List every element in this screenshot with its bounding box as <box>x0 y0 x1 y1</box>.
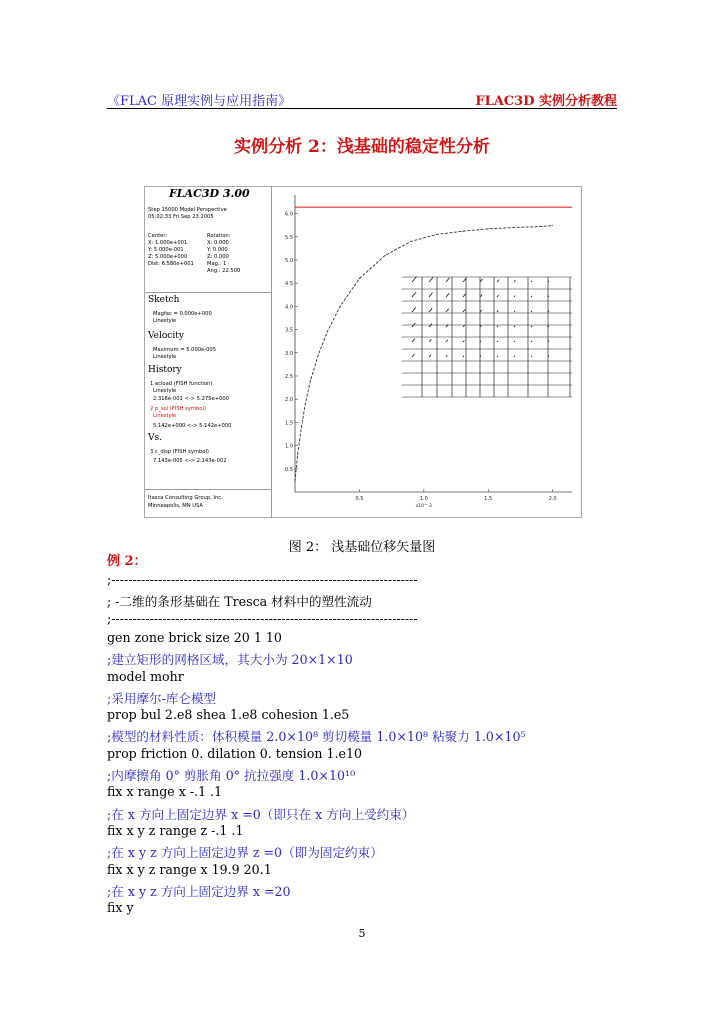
code-comment-line: ;采用摩尔-库仑模型 <box>107 690 217 706</box>
legend-rot-y: Y: 0.000 <box>207 247 228 253</box>
legend-sketch-style: Linestyle <box>153 318 177 324</box>
code-line: gen zone brick size 20 1 10 <box>107 629 282 645</box>
series-ecload-point <box>410 241 411 242</box>
x-multiplier-label: x10^-2 <box>415 504 433 509</box>
legend-vs-range: 7.143e-005 <-> 2.143e-002 <box>153 458 227 464</box>
velocity-arrow <box>531 341 532 342</box>
y-tick-label: 2.0 <box>285 397 293 404</box>
velocity-vector-layer <box>412 277 549 357</box>
legend-history1-range: 2.316e-001 <-> 5.275e+000 <box>153 396 229 402</box>
x-tick-label: 0.5 <box>355 496 364 502</box>
header-book-title: 《FLAC 原理实例与应用指南》 <box>107 94 292 109</box>
velocity-arrow <box>514 280 516 282</box>
code-line: ;------------------------------------------------------------------------ <box>107 610 418 626</box>
code-line: prop bul 2.e8 shea 1.e8 cohesion 1.e5 <box>107 707 350 723</box>
legend-history2-style: Linestyle <box>153 413 177 419</box>
header-chapter-title: FLAC3D 实例分析教程 <box>475 94 617 109</box>
legend-sketch-mag: Magfac = 0.000e+000 <box>153 311 212 317</box>
history-plot <box>272 187 581 517</box>
velocity-arrow <box>514 356 515 357</box>
legend-history1-style: Linestyle <box>153 388 177 394</box>
series-ecload-point <box>310 380 311 381</box>
legend-vs-heading: Vs. <box>148 433 162 443</box>
velocity-arrow <box>531 311 532 312</box>
y-tick-label: 3.5 <box>285 327 293 334</box>
legend-mag: Mag.: 1 <box>207 261 227 267</box>
plot-legend-panel <box>145 187 272 517</box>
velocity-arrow <box>412 354 415 357</box>
y-tick-label: 5.0 <box>285 257 293 264</box>
velocity-arrow <box>497 341 498 342</box>
code-line: fix x y z range z -.1 .1 <box>107 822 244 838</box>
legend-history1-name: 1 ecload (FISH function) <box>150 381 213 387</box>
legend-history2-name: 2 p_sol (FISH symbol) <box>150 406 206 412</box>
velocity-arrow <box>463 294 466 297</box>
velocity-arrow <box>446 324 448 327</box>
velocity-arrow <box>446 340 448 342</box>
legend-dist: Dist: 6.580e+001 <box>148 261 194 267</box>
velocity-arrow <box>497 356 498 357</box>
legend-location: Minneapolis, MN USA <box>148 503 203 509</box>
legend-center-x: X: 1.000e+001 <box>148 240 188 246</box>
y-tick-label: 2.5 <box>285 373 293 380</box>
velocity-arrow <box>429 308 432 312</box>
code-comment-line: ;内摩擦角 0° 剪胀角 0° 抗拉强度 1.0×10¹⁰ <box>107 768 356 783</box>
velocity-arrow <box>463 278 466 282</box>
legend-rot-z: Z: 0.000 <box>207 254 229 260</box>
velocity-arrow <box>463 340 464 342</box>
velocity-arrow <box>412 339 415 342</box>
series-ecload-point <box>514 227 515 228</box>
header-rule <box>107 108 617 109</box>
series-ecload-point <box>340 306 341 307</box>
legend-date: 05:02:33 Fri Sep 23 2005 <box>148 214 214 220</box>
y-tick-label: 5.5 <box>285 234 293 241</box>
velocity-arrow <box>446 309 449 312</box>
code-comment-line: ;建立矩形的网格区域，其大小为 20×1×10 <box>107 652 353 668</box>
series-ecload-point <box>385 255 386 256</box>
velocity-arrow <box>514 296 515 297</box>
velocity-arrow <box>531 326 532 327</box>
code-line: fix x range x -.1 .1 <box>107 784 223 800</box>
code-comment-line: ;在 x y z 方向上固定边界 z =0（即为固定约束） <box>107 845 383 861</box>
legend-company: Itasca Consulting Group, Inc. <box>148 495 223 501</box>
legend-center-y: Y: 5.000e-001 <box>148 247 184 253</box>
example-label: 例 2： <box>107 554 147 569</box>
series-ecload-point <box>301 427 302 428</box>
legend-rot-x: X: 0.000 <box>207 240 229 246</box>
code-line: ; -二维的条形基础在 Tresca 材料中的塑性流动 <box>107 594 372 610</box>
figure-caption: 图 2： 浅基础位移矢量图 <box>288 540 436 555</box>
legend-velocity-max: Maximum = 5.000e-005 <box>153 347 217 353</box>
velocity-arrow <box>463 309 465 312</box>
velocity-arrow <box>497 295 499 297</box>
velocity-arrow <box>514 341 515 342</box>
velocity-arrow <box>497 280 499 282</box>
y-tick-label: 0.5 <box>285 466 293 473</box>
flac3d-figure <box>144 186 582 518</box>
legend-history2-range: 5.142e+000 <-> 5.142e+000 <box>153 423 232 429</box>
legend-vs-name: 3 c_disp (FISH symbol) <box>150 449 209 455</box>
velocity-arrow <box>531 356 532 357</box>
running-header <box>107 90 617 108</box>
code-line: ;------------------------------------------------------------------------ <box>107 572 418 587</box>
legend-ang: Ang.: 22.500 <box>207 268 241 274</box>
velocity-arrow <box>429 355 431 357</box>
velocity-arrow <box>429 277 433 282</box>
series-ecload-point <box>488 228 489 229</box>
page-number: 5 <box>358 927 366 940</box>
velocity-arrow <box>412 292 416 297</box>
velocity-arrow <box>446 355 448 357</box>
velocity-arrow <box>446 293 449 297</box>
velocity-arrow <box>514 326 515 327</box>
y-tick-label: 6.0 <box>285 211 293 218</box>
velocity-arrow <box>446 278 450 282</box>
legend-rotation-label: Rotation: <box>207 233 231 239</box>
code-line: prop friction 0. dilation 0. tension 1.e10 <box>107 745 363 761</box>
x-tick-label: 1.5 <box>484 496 493 502</box>
velocity-arrow <box>412 308 416 312</box>
legend-footer-divider <box>145 489 271 490</box>
velocity-arrow <box>480 279 483 282</box>
series-ecload-point <box>539 226 540 227</box>
code-comment-line: ;在 x 方向上固定边界 x =0（即只在 x 方向上受约束） <box>107 806 415 822</box>
page-title: 实例分析 2：浅基础的稳定性分析 <box>234 137 490 157</box>
velocity-arrow <box>497 311 498 312</box>
series-ecload-point <box>462 231 463 232</box>
legend-velocity-style: Linestyle <box>153 354 177 360</box>
velocity-arrow <box>429 293 433 297</box>
series-ecload-point <box>297 454 298 455</box>
velocity-arrow <box>429 324 432 327</box>
velocity-arrow <box>514 311 515 312</box>
velocity-arrow <box>531 281 532 282</box>
code-line: model mohr <box>107 668 184 684</box>
legend-history-heading: History <box>148 365 182 375</box>
velocity-arrow <box>412 277 417 282</box>
mesh-grid-layer <box>402 277 572 397</box>
legend-sketch-heading: Sketch <box>148 295 180 305</box>
legend-velocity-heading: Velocity <box>148 331 184 341</box>
y-tick-label: 1.0 <box>285 443 293 450</box>
legend-step: Step 15000 Model Perspective <box>148 207 227 213</box>
y-tick-label: 3.0 <box>285 350 293 357</box>
series-ecload-point <box>552 225 553 226</box>
velocity-arrow <box>463 356 464 357</box>
velocity-arrow <box>531 296 532 297</box>
series-ecload-point <box>305 403 306 404</box>
legend-brand: FLAC3D 3.00 <box>169 187 250 200</box>
series-ecload-point <box>327 331 328 332</box>
legend-center-label: Center: <box>148 233 168 239</box>
velocity-arrow <box>497 326 498 327</box>
code-line: fix y <box>107 900 134 916</box>
y-tick-label: 4.0 <box>285 304 293 311</box>
series-layer <box>295 207 573 482</box>
code-comment-line: ;在 x y z 方向上固定边界 x =20 <box>107 883 291 899</box>
code-comment-line: ;模型的材料性质：体积模量 2.0×10⁸ 剪切模量 1.0×10⁸ 粘聚力 1.0×10⁵ <box>107 729 526 745</box>
y-tick-label: 4.5 <box>285 281 293 288</box>
series-ecload-point <box>295 481 296 482</box>
series-ecload-point <box>436 234 437 235</box>
axis-layer <box>285 195 572 509</box>
legend-center-z: Z: 5.000e+000 <box>148 254 188 260</box>
series-ecload-point <box>359 278 360 279</box>
x-tick-label: 2.0 <box>548 496 557 502</box>
velocity-arrow <box>429 339 431 342</box>
series-ecload-point <box>318 355 319 356</box>
code-line: fix x y z range x 19.9 20.1 <box>107 861 272 877</box>
legend-divider <box>145 292 271 293</box>
y-tick-label: 1.5 <box>285 420 293 427</box>
x-tick-label: 1.0 <box>419 496 428 502</box>
series-ecload-line <box>295 226 553 482</box>
